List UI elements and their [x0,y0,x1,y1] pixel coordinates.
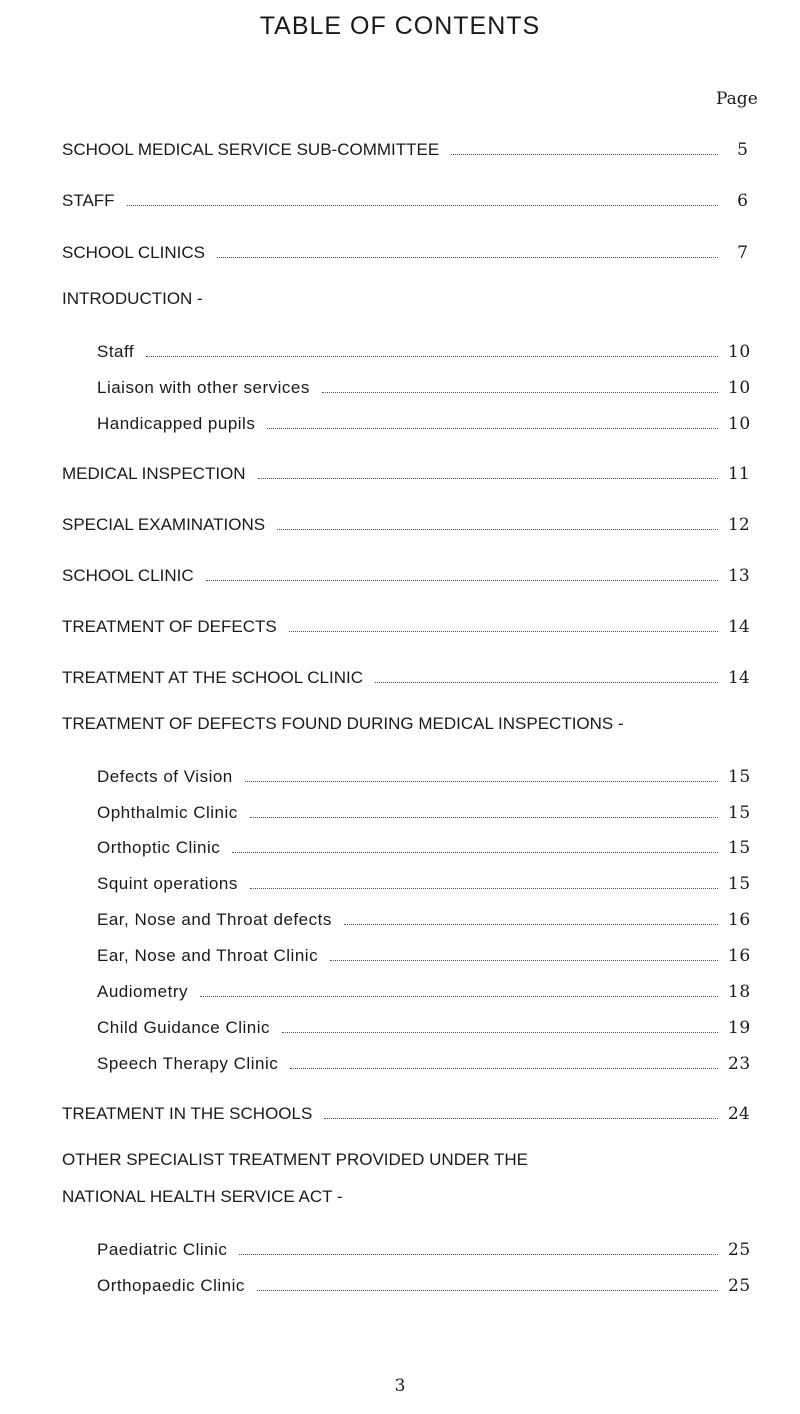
toc-entry-page: 14 [728,668,750,688]
dot-leader [200,995,718,997]
toc-entry-label: STAFF [62,191,115,210]
toc-entry-squint[interactable] [97,870,751,894]
toc-entry-medical-inspection[interactable] [62,460,748,484]
toc-entry-page: 6 [737,191,748,211]
toc-entry-page: 23 [728,1054,751,1074]
page-title: TABLE OF CONTENTS [259,12,541,40]
toc-entry-page: 14 [728,617,750,637]
toc-entry-label: Handicapped pupils [97,414,256,433]
toc-entry-special-examinations[interactable] [62,511,748,535]
toc-entry-treatment-in-schools[interactable] [62,1100,748,1124]
dot-leader [290,1067,718,1069]
toc-heading-treatment-found: TREATMENT OF DEFECTS FOUND DURING MEDICAL INSPECTIONS - [62,714,624,733]
toc-entry-label: TREATMENT IN THE SCHOOLS [62,1104,313,1123]
dot-leader [282,1031,718,1033]
dot-leader [239,1253,718,1255]
toc-entry-orthopaedic[interactable] [97,1272,751,1296]
toc-entry-committee[interactable] [62,136,748,160]
toc-entry-label: Staff [97,342,135,361]
toc-entry-page: 13 [728,566,750,586]
dot-leader [217,256,718,258]
toc-entry-page: 12 [728,515,750,535]
dot-leader [250,816,718,818]
toc-entry-orthoptic[interactable] [97,834,751,858]
toc-entry-label: SPECIAL EXAMINATIONS [62,515,266,534]
toc-entry-school-clinics[interactable] [62,239,748,263]
toc-entry-label: Liaison with other services [97,378,310,397]
page-number: 3 [394,1376,406,1396]
dot-leader [245,780,718,782]
toc-entry-page: 16 [728,946,751,966]
toc-entry-page: 5 [737,140,748,160]
toc-entry-label: Speech Therapy Clinic [97,1054,279,1073]
toc-entry-label: Paediatric Clinic [97,1240,228,1259]
dot-leader [344,923,718,925]
dot-leader [375,681,718,683]
toc-entry-label: TREATMENT AT THE SCHOOL CLINIC [62,668,364,687]
toc-entry-page: 16 [728,910,751,930]
toc-entry-page: 7 [737,243,748,263]
toc-heading-nhs-act: NATIONAL HEALTH SERVICE ACT - [62,1187,343,1206]
toc-heading-other-specialist: OTHER SPECIALIST TREATMENT PROVIDED UNDER THE [62,1150,529,1169]
toc-entry-vision[interactable] [97,763,751,787]
dot-leader [250,887,718,889]
toc-entry-label: Orthoptic Clinic [97,838,221,857]
dot-leader [451,153,718,155]
dot-leader [330,959,718,961]
toc-entry-page: 18 [728,982,751,1002]
dot-leader [258,477,718,479]
toc-entry-label: Orthopaedic Clinic [97,1276,245,1295]
page-column-label: Page [716,89,758,109]
toc-entry-school-clinic[interactable] [62,562,748,586]
toc-entry-ent-defects[interactable] [97,906,751,930]
dot-leader [267,427,718,429]
toc-entry-page: 15 [728,803,751,823]
toc-entry-label: Audiometry [97,982,188,1001]
toc-entry-label: Squint operations [97,874,238,893]
dot-leader [232,851,718,853]
toc-entry-page: 11 [728,464,750,484]
toc-entry-label: Ophthalmic Clinic [97,803,238,822]
toc-entry-page: 25 [728,1276,751,1296]
toc-entry-treatment-of-defects[interactable] [62,613,748,637]
toc-heading-introduction: INTRODUCTION - [62,289,203,308]
toc-entry-page: 15 [728,874,751,894]
dot-leader [257,1289,718,1291]
toc-entry-intro-staff[interactable] [97,338,751,362]
toc-entry-label: Child Guidance Clinic [97,1018,271,1037]
toc-entry-paediatric[interactable] [97,1236,751,1260]
toc-entry-liaison[interactable] [97,374,751,398]
toc-entry-page: 19 [728,1018,751,1038]
toc-entry-speech-therapy[interactable] [97,1050,751,1074]
toc-entry-page: 25 [728,1240,751,1260]
toc-entry-handicapped[interactable] [97,410,751,434]
toc-entry-treatment-at-clinic[interactable] [62,664,748,688]
toc-entry-child-guidance[interactable] [97,1014,751,1038]
dot-leader [127,204,718,206]
dot-leader [322,391,718,393]
toc-entry-page: 10 [728,342,751,362]
toc-entry-label: SCHOOL CLINICS [62,243,205,262]
toc-entry-ophthalmic[interactable] [97,799,751,823]
toc-entry-audiometry[interactable] [97,978,751,1002]
toc-entry-label: Ear, Nose and Throat defects [97,910,332,929]
toc-entry-label: MEDICAL INSPECTION [62,464,246,483]
toc-entry-label: TREATMENT OF DEFECTS [62,617,277,636]
toc-entry-label: SCHOOL MEDICAL SERVICE SUB-COMMITTEE [62,140,440,159]
dot-leader [146,355,718,357]
toc-entry-page: 10 [728,414,751,434]
toc-entry-page: 15 [728,838,751,858]
toc-entry-page: 10 [728,378,751,398]
dot-leader [324,1117,718,1119]
toc-entry-label: SCHOOL CLINIC [62,566,194,585]
toc-entry-label: Defects of Vision [97,767,233,786]
dot-leader [277,528,718,530]
toc-entry-ent-clinic[interactable] [97,942,751,966]
toc-entry-page: 24 [728,1104,750,1124]
toc-entry-page: 15 [728,767,751,787]
toc-entry-staff[interactable] [62,187,748,211]
dot-leader [289,630,718,632]
dot-leader [206,579,718,581]
toc-entry-label: Ear, Nose and Throat Clinic [97,946,319,965]
